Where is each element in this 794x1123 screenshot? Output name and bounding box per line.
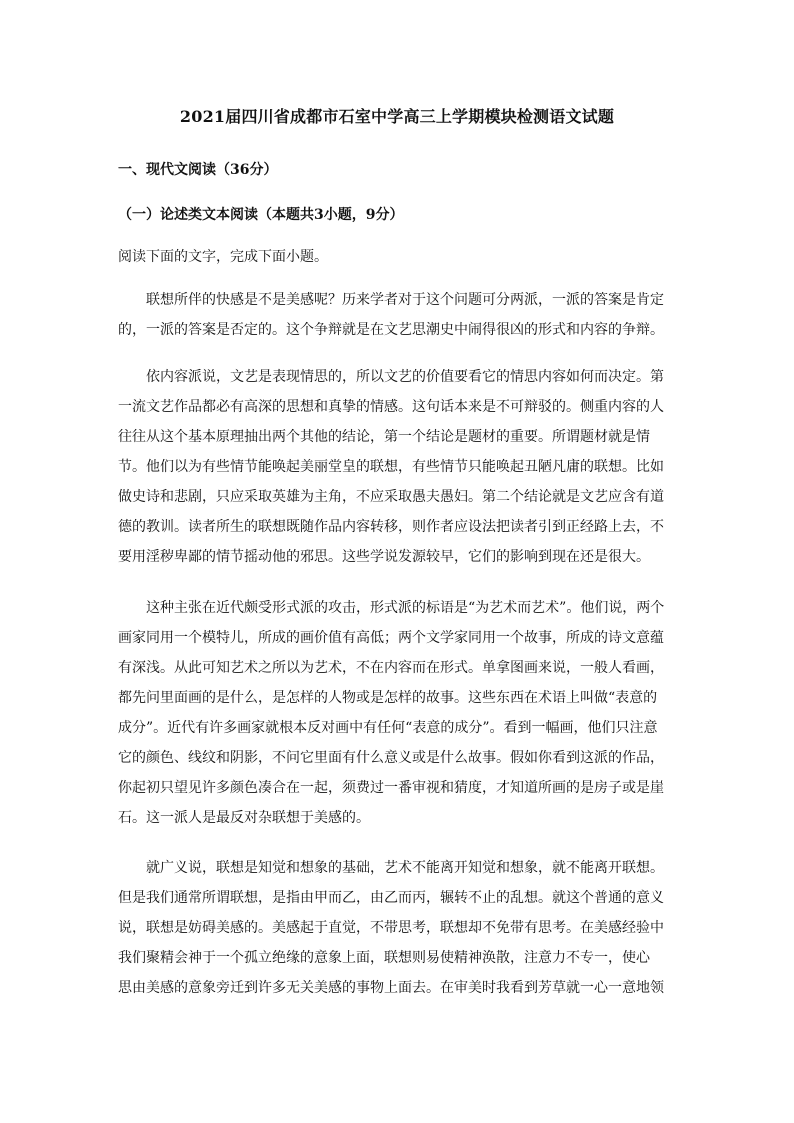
- paragraph-line: 往往从这个基本原理抽出两个其他的结论，第一个结论是题材的重要。所谓题材就是情: [118, 429, 650, 445]
- paragraph-line: 的，一派的答案是否定的。这个争辩就是在文艺思潮史中闹得很凶的形式和内容的争辩。: [118, 322, 664, 338]
- paragraph-line: 要用淫秽卑鄙的情节摇动他的邪思。这些学说发源较早，它们的影响到现在还是很大。: [118, 549, 650, 565]
- paragraph-2: [118, 362, 678, 572]
- section-subheading-argumentative: （一）论述类文本阅读（本题共3小题，9分）: [118, 207, 404, 223]
- paragraph-line: 有深浅。从此可知艺术之所以为艺术，不在内容而在形式。单拿图画来说，一般人看画，: [118, 660, 664, 676]
- paragraph-4: [118, 853, 678, 1003]
- paragraph-line: 画家同用一个模特儿，所成的画价值有高低；两个文学家同用一个故事，所成的诗文意蕴: [118, 630, 664, 646]
- section-heading-modern-reading: 一、现代文阅读（36分）: [118, 162, 278, 178]
- reading-instruction: 阅读下面的文字，完成下面小题。: [118, 249, 328, 265]
- document-title: 2021届四川省成都市石室中学高三上学期模块检测语文试题: [179, 107, 615, 126]
- paragraph-3: [118, 593, 678, 833]
- paragraph-line: 做史诗和悲剧，只应采取英雄为主角，不应采取愚夫愚妇。第二个结论就是文艺应含有道: [118, 489, 664, 505]
- paragraph-line: 你起初只望见许多颜色凑合在一起，须费过一番审视和猜度，才知道所画的是房子或是崖: [118, 780, 664, 796]
- paragraph-line: 但是我们通常所谓联想，是指由甲而乙，由乙而丙，辗转不止的乱想。就这个普通的意义: [118, 890, 664, 906]
- paragraph-line: 说，联想是妨碍美感的。美感起于直觉，不带思考，联想却不免带有思考。在美感经验中: [118, 920, 664, 936]
- paragraph-line: 依内容派说，文艺是表现情思的，所以文艺的价值要看它的情思内容如何而决定。第: [146, 369, 664, 385]
- paragraph-line: 我们聚精会神于一个孤立绝缘的意象上面，联想则易使精神涣散，注意力不专一，使心: [118, 950, 650, 966]
- paragraph-line: 思由美感的意象旁迁到许多无关美感的事物上面去。在审美时我看到芳草就一心一意地领: [118, 980, 664, 996]
- paragraph-line: 联想所伴的快感是不是美感呢？历来学者对于这个问题可分两派，一派的答案是肯定: [146, 292, 664, 308]
- paragraph-line: 就广义说，联想是知觉和想象的基础，艺术不能离开知觉和想象，就不能离开联想。: [146, 860, 664, 876]
- paragraph-line: 德的教训。读者所生的联想既随作品内容转移，则作者应设法把读者引到正经路上去，不: [118, 519, 664, 535]
- paragraph-line: 一流文艺作品都必有高深的思想和真挚的情感。这句话本来是不可辩驳的。侧重内容的人: [118, 399, 664, 415]
- paragraph-line: 石。这一派人是最反对杂联想于美感的。: [118, 810, 370, 826]
- paragraph-1: [118, 285, 678, 345]
- paragraph-line: 节。他们以为有些情节能唤起美丽堂皇的联想，有些情节只能唤起丑陋凡庸的联想。比如: [118, 459, 664, 475]
- paragraph-line: 都先问里面画的是什么，是怎样的人物或是怎样的故事。这些东西在术语上叫做“表意的: [118, 690, 658, 706]
- paragraph-line: 它的颜色、线纹和阴影，不问它里面有什么意义或是什么故事。假如你看到这派的作品，: [118, 750, 664, 766]
- paragraph-line: 成分”。近代有许多画家就根本反对画中有任何“表意的成分”。看到一幅画，他们只注意: [118, 720, 658, 736]
- paragraph-line: 这种主张在近代颇受形式派的攻击，形式派的标语是“为艺术而艺术”。他们说，两个: [146, 600, 665, 616]
